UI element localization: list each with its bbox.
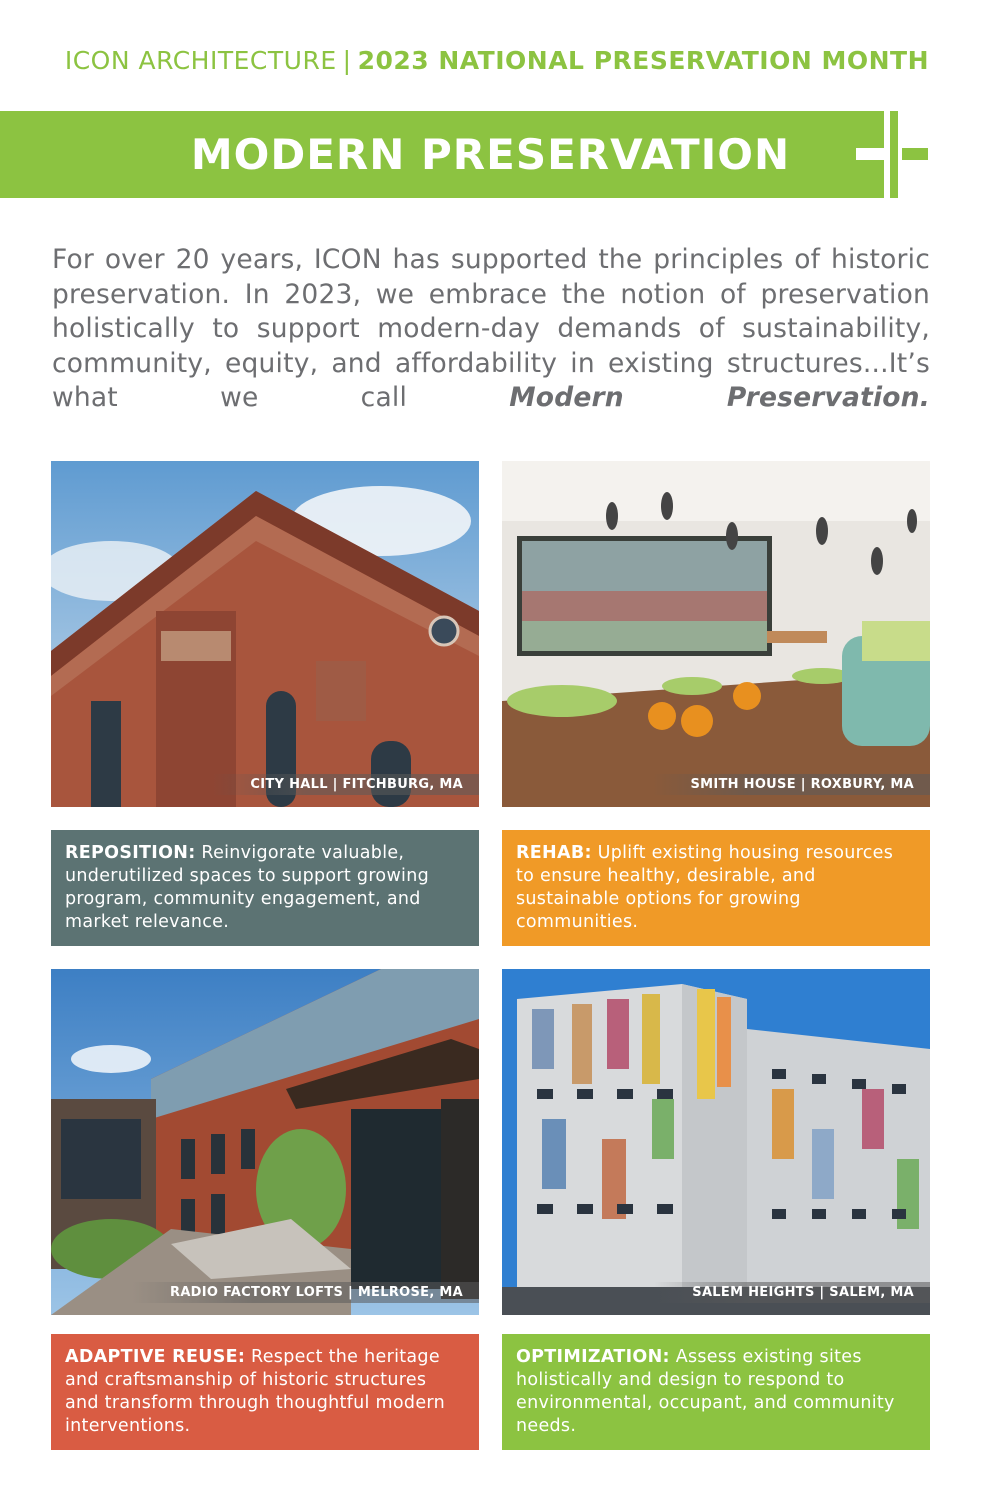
card-optimization: [502, 1334, 930, 1450]
intro-paragraph: [52, 243, 930, 416]
event-name: 2023 NATIONAL PRESERVATION MONTH: [357, 46, 929, 75]
card-label: REHAB:: [516, 843, 592, 863]
page-title-text: MODERN PRESERVATION: [190, 130, 791, 179]
intro-emphasis: Modern Preservation.: [509, 382, 930, 413]
plus-logo-icon: [856, 111, 931, 198]
org-name: ICON ARCHITECTURE: [64, 46, 337, 75]
city-hall-illustration: [51, 461, 479, 807]
card-reposition: [51, 830, 479, 946]
card-text: Uplift existing housing resources to ensure healthy, desirable, and sustainable options for growing communities.: [516, 843, 894, 932]
radio-factory-illustration: [51, 969, 479, 1315]
card-text: Reinvigorate valuable, underutilized spaces to support growing program, community engagement, and market relevance.: [65, 843, 430, 932]
photo-smith-house: [502, 461, 930, 807]
caption-salem-heights: SALEM HEIGHTS | SALEM, MA: [654, 1282, 930, 1303]
card-text: Assess existing sites holistically and design to respond to environmental, occupant, and community needs.: [516, 1347, 895, 1436]
intro-text: For over 20 years, ICON has supported the principles of historic preservation. In 2023, we embrace the notion of preservation holistically to support modern-day demands of sustainability, community, equity, and affordability in existing structures...It’s what we call: [52, 244, 930, 413]
photo-city-hall: [51, 461, 479, 807]
caption-smith-house: SMITH HOUSE | ROXBURY, MA: [652, 774, 930, 795]
document-header: [0, 46, 981, 75]
photo-salem-heights: [502, 969, 930, 1315]
smith-house-illustration: [502, 461, 930, 807]
card-text: Respect the heritage and craftsmanship of historic structures and transform through thoughtful modern interventions.: [65, 1347, 445, 1436]
caption-city-hall: CITY HALL | FITCHBURG, MA: [212, 774, 479, 795]
card-label: REPOSITION:: [65, 843, 196, 863]
header-separator: |: [342, 46, 352, 75]
card-rehab: [502, 830, 930, 946]
salem-heights-illustration: [502, 969, 930, 1315]
caption-radio-factory: RADIO FACTORY LOFTS | MELROSE, MA: [132, 1282, 479, 1303]
page-title: [0, 111, 981, 198]
card-adaptive-reuse: [51, 1334, 479, 1450]
card-label: ADAPTIVE REUSE:: [65, 1347, 246, 1367]
card-label: OPTIMIZATION:: [516, 1347, 670, 1367]
photo-radio-factory: [51, 969, 479, 1315]
